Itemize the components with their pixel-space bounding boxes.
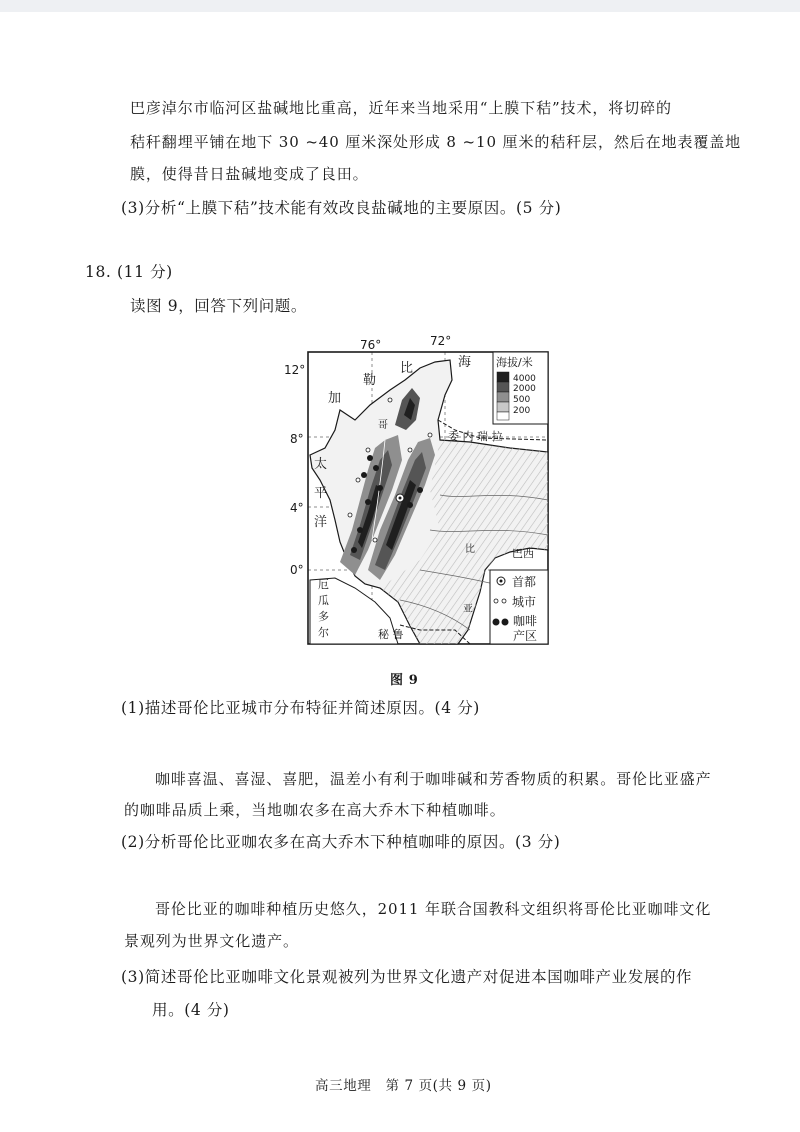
lat-label-8: 8° [290, 432, 304, 446]
question-18-3-line-1: (3)简述哥伦比亚咖啡文化景观被列为世界文化遗产对促进本国咖啡产业发展的作 [121, 968, 693, 986]
ocean-char: 太 [314, 457, 328, 472]
country-label-peru: 秘 鲁 [378, 628, 404, 641]
legend-coffee-icon [493, 619, 500, 626]
lat-label-12: 12° [284, 363, 306, 377]
ecuador-char: 尔 [318, 626, 329, 639]
sea-char: 海 [458, 355, 472, 370]
coffee-area-marker [377, 485, 383, 491]
sea-char: 比 [400, 361, 414, 376]
question-17-3: (3)分析“上膜下秸”技术能有效改良盐碱地的主要原因。(5 分) [121, 199, 562, 217]
legend-swatch-500 [497, 392, 509, 402]
question-18-intro: 读图 9，回答下列问题。 [130, 297, 307, 315]
legend-coffee-icon [502, 619, 509, 626]
passage-line-3: 膜，使得昔日盐碱地变成了良田。 [130, 165, 369, 183]
material-2-line-2: 的咖啡品质上乘，当地咖农多在高大乔木下种植咖啡。 [124, 801, 506, 819]
top-bar [0, 0, 800, 12]
passage-line-1: 巴彦淖尔市临河区盐碱地比重高，近年来当地采用“上膜下秸”技术，将切碎的 [130, 99, 672, 117]
legend-level-500: 500 [513, 395, 531, 405]
ocean-char: 洋 [314, 515, 328, 530]
capital-marker-dot [399, 497, 402, 500]
legend-level-200: 200 [513, 406, 531, 416]
question-18-1: (1)描述哥伦比亚城市分布特征并简述原因。(4 分) [121, 699, 480, 717]
legend-swatch-lowland [497, 412, 509, 420]
city-marker [428, 433, 432, 437]
ocean-char: 平 [314, 486, 328, 501]
colombia-char: 比 [465, 544, 475, 555]
coffee-area-marker [407, 502, 413, 508]
question-18-header: 18. (11 分) [85, 263, 173, 281]
colombia-map [280, 330, 555, 650]
lat-label-0: 0° [290, 563, 304, 577]
passage-line-2: 秸秆翻埋平铺在地下 30 ~40 厘米深处形成 8 ~10 厘米的秸秆层，然后在地表覆盖地 [130, 133, 742, 151]
coffee-area-marker [417, 487, 423, 493]
city-marker [373, 538, 377, 542]
ecuador-char: 多 [318, 610, 329, 623]
country-label-venezuela: 委 内 瑞 拉 [448, 430, 503, 443]
lon-label-72: 72° [430, 334, 452, 348]
coffee-area-marker [367, 455, 373, 461]
legend-level-4000: 4000 [513, 374, 536, 384]
city-marker [356, 478, 360, 482]
material-3-line-2: 景观列为世界文化遗产。 [124, 932, 299, 950]
question-18-2: (2)分析哥伦比亚咖农多在高大乔木下种植咖啡的原因。(3 分) [121, 833, 561, 851]
city-marker [408, 448, 412, 452]
legend-coffee-label-2: 产区 [513, 629, 538, 643]
coffee-area-marker [357, 527, 363, 533]
figure-caption: 图 9 [390, 673, 419, 688]
legend-level-2000: 2000 [513, 384, 536, 394]
legend-capital-label: 首都 [512, 575, 537, 589]
legend-swatch-200 [497, 402, 509, 412]
legend-city-label: 城市 [512, 595, 537, 609]
legend-swatch-2000 [497, 382, 509, 392]
legend-city-icon [494, 599, 498, 603]
material-2-line-1: 咖啡喜温、喜湿、喜肥，温差小有利于咖啡碱和芳香物质的积累。哥伦比亚盛产 [155, 770, 712, 788]
coffee-area-marker [361, 472, 367, 478]
legend-city-icon [502, 599, 506, 603]
coffee-area-marker [351, 547, 357, 553]
coffee-area-marker [373, 465, 379, 471]
ecuador-char: 厄 [318, 578, 329, 591]
legend-swatch-4000 [497, 372, 509, 382]
city-marker [388, 398, 392, 402]
question-18-3-line-2: 用。(4 分) [152, 1001, 230, 1019]
colombia-char: 亚 [463, 604, 473, 615]
lon-label-76: 76° [360, 338, 382, 352]
city-marker [366, 448, 370, 452]
ecuador-char: 瓜 [318, 594, 329, 607]
coffee-area-marker [365, 499, 371, 505]
sea-char: 勒 [363, 373, 377, 388]
city-marker [348, 513, 352, 517]
material-3-line-1: 哥伦比亚的咖啡种植历史悠久，2011 年联合国教科文组织将哥伦比亚咖啡文化 [155, 900, 712, 918]
legend-capital-icon-dot [500, 580, 503, 583]
lat-label-4: 4° [290, 501, 304, 515]
elevation-legend-title: 海拔/米 [496, 356, 533, 369]
sea-char: 加 [328, 391, 342, 406]
page-footer: 高三地理 第 7 页(共 9 页) [315, 1078, 492, 1094]
legend-coffee-label-1: 咖啡 [513, 614, 538, 628]
country-label-brazil: 巴西 [512, 547, 534, 560]
colombia-char: 哥 [378, 420, 388, 431]
